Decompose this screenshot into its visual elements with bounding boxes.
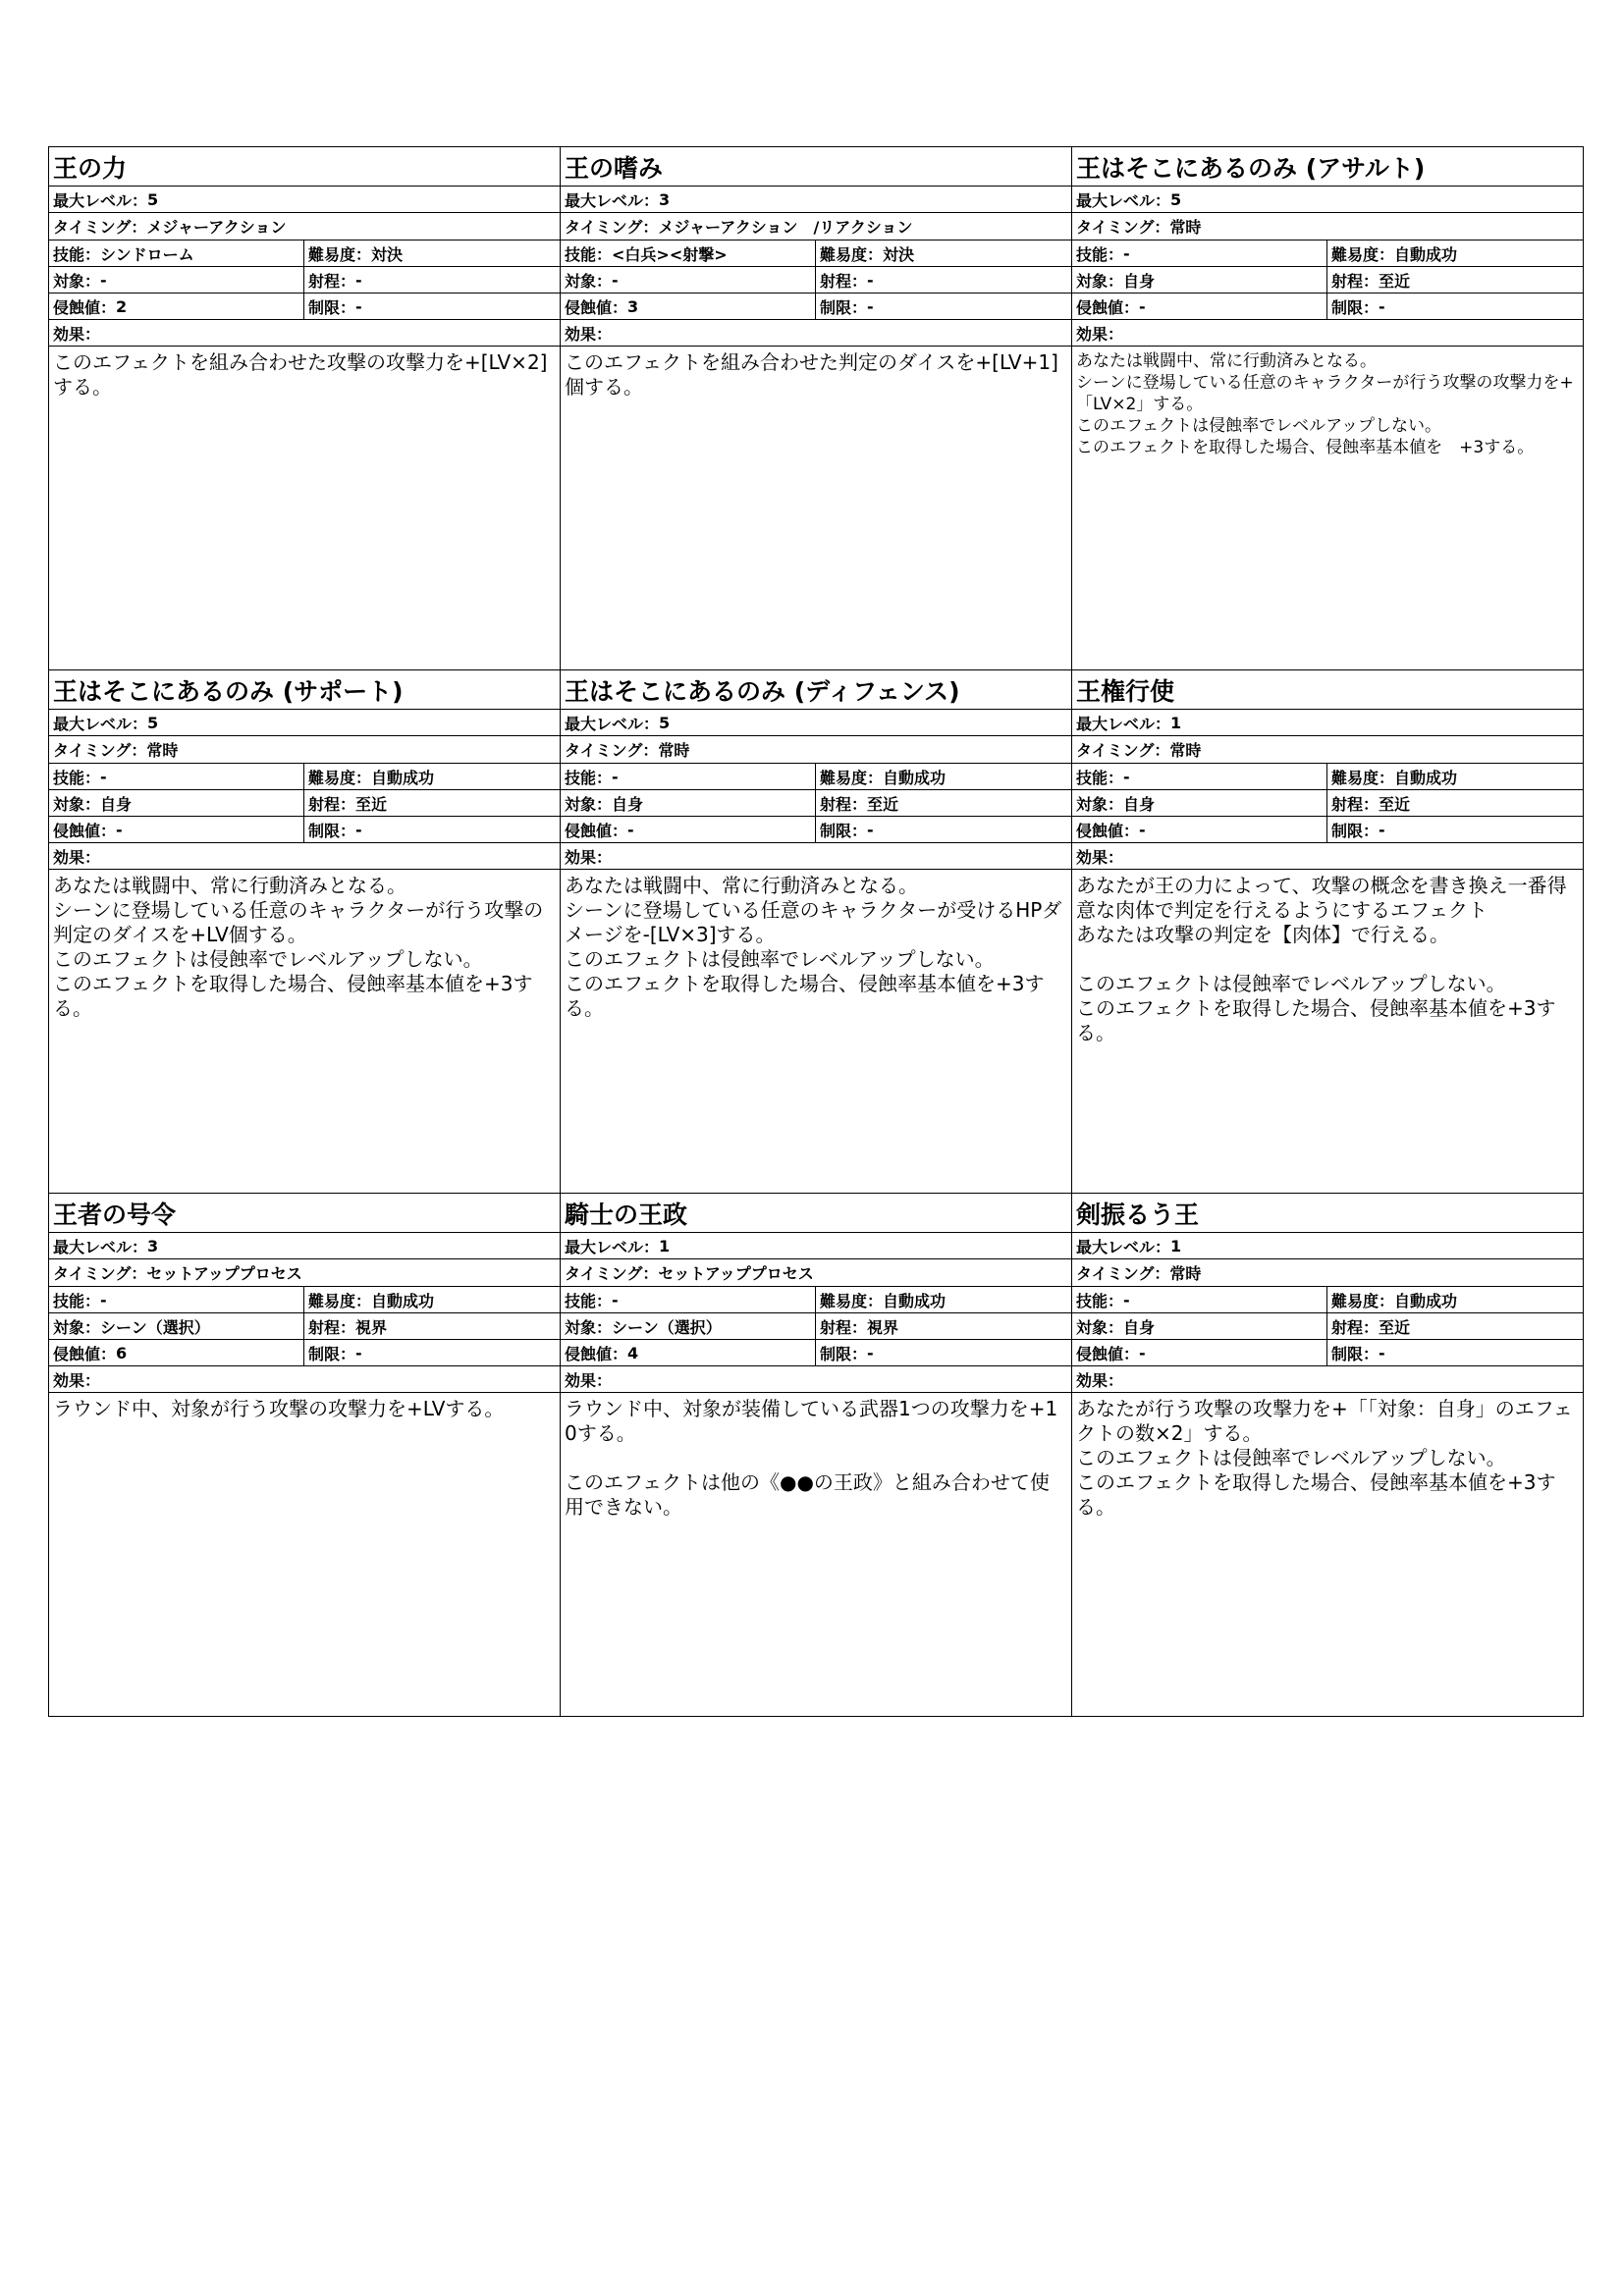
- skill-value: -: [1123, 243, 1130, 263]
- target-value: シーン（選択）: [100, 1317, 210, 1337]
- target-value: 自身: [612, 794, 644, 814]
- timing-label: タイミング：: [1076, 741, 1170, 760]
- max-level-label: 最大レベル：: [53, 1237, 148, 1256]
- timing-value: セットアッププロセス: [146, 1264, 302, 1283]
- target: [1072, 267, 1327, 293]
- difficulty-value: 自動成功: [371, 1291, 435, 1310]
- skill-label: 技能：: [1076, 768, 1124, 787]
- skill-label: 技能：: [565, 768, 613, 787]
- max-level: [561, 1233, 1071, 1258]
- limit: [1327, 294, 1583, 319]
- skill-row: [1072, 1287, 1583, 1313]
- skill-label: 技能：: [53, 244, 101, 264]
- range: [1327, 1313, 1583, 1339]
- timing-value: 常時: [1169, 741, 1202, 760]
- max-level-value: 5: [147, 189, 159, 209]
- max-level-value: 5: [1170, 189, 1182, 209]
- skill: [49, 1287, 304, 1312]
- timing-value: 常時: [146, 741, 179, 760]
- difficulty-label: 難易度：: [308, 768, 372, 787]
- limit-label: 制限：: [1331, 297, 1380, 317]
- erosion: [561, 294, 816, 319]
- target-row: [49, 790, 560, 817]
- timing: [1072, 736, 1583, 763]
- card-title: 王はそこにあるのみ (ディフェンス): [561, 670, 1071, 710]
- difficulty-label: 難易度：: [1331, 1291, 1395, 1310]
- difficulty-label: 難易度：: [820, 1291, 884, 1310]
- max-level-label: 最大レベル：: [565, 190, 660, 210]
- range-label: 射程：: [820, 271, 868, 291]
- skill-row: [561, 1287, 1071, 1313]
- range-label: 射程：: [1331, 794, 1380, 814]
- erosion-label: 侵蝕値：: [53, 297, 117, 317]
- erosion-value: 6: [116, 1343, 128, 1362]
- max-level: [561, 710, 1071, 735]
- erosion-row: [1072, 294, 1583, 320]
- difficulty-label: 難易度：: [820, 768, 884, 787]
- erosion-label: 侵蝕値：: [565, 297, 628, 317]
- skill-label: 技能：: [565, 1291, 613, 1310]
- skill-label: 技能：: [1076, 1291, 1124, 1310]
- timing-label: タイミング：: [1076, 1264, 1170, 1283]
- target-label: 対象：: [53, 271, 101, 291]
- skill-value: -: [1123, 767, 1130, 786]
- timing-value: 常時: [658, 741, 690, 760]
- timing: [49, 213, 560, 240]
- range-value: 至近: [867, 794, 899, 814]
- skill-label: 技能：: [1076, 244, 1124, 264]
- difficulty-value: 自動成功: [1394, 1291, 1458, 1310]
- effect-header: 効果：: [1072, 1366, 1583, 1393]
- max-level-label: 最大レベル：: [53, 190, 148, 210]
- erosion-row: [561, 1340, 1071, 1366]
- max-level-label: 最大レベル：: [1076, 190, 1171, 210]
- timing-label: タイミング：: [53, 741, 147, 760]
- erosion: [49, 294, 304, 319]
- target-value: -: [100, 270, 107, 290]
- effect-text: あなたは戦闘中、常に行動済みとなる。 シーンに登場している任意のキャラクターが行う攻撃の判定のダイスを+LV個する。 このエフェクトは侵蝕率でレベルアップしない。 このエフェクトを取得した場合、侵蝕率基本値を+3する。: [53, 874, 544, 1020]
- skill: [561, 240, 816, 266]
- range-label: 射程：: [308, 1317, 356, 1337]
- target-label: 対象：: [53, 794, 101, 814]
- timing: [1072, 1259, 1583, 1286]
- max-level-row: [1072, 187, 1583, 213]
- timing-label: タイミング：: [565, 1264, 659, 1283]
- target-row: [49, 1313, 560, 1340]
- difficulty-label: 難易度：: [1331, 244, 1395, 264]
- timing-row: [49, 213, 560, 240]
- target-label: 対象：: [1076, 271, 1124, 291]
- timing-value: メジャーアクション /リアクション: [658, 218, 913, 237]
- card-title: 王の嗜み: [561, 147, 1071, 187]
- difficulty: [816, 240, 1071, 266]
- difficulty-label: 難易度：: [1331, 768, 1395, 787]
- skill-value: -: [612, 767, 619, 786]
- card-title: 王の力: [49, 147, 560, 187]
- limit-label: 制限：: [308, 1344, 356, 1363]
- limit-label: 制限：: [820, 1344, 868, 1363]
- range: [304, 267, 560, 293]
- target-value: シーン（選択）: [612, 1317, 722, 1337]
- effect-header: 効果：: [561, 843, 1071, 870]
- erosion-row: [1072, 1340, 1583, 1366]
- difficulty: [304, 240, 560, 266]
- limit-label: 制限：: [1331, 821, 1380, 840]
- effect-header: 効果：: [1072, 320, 1583, 347]
- card-title: 王はそこにあるのみ (サポート): [49, 670, 560, 710]
- erosion-value: 3: [627, 296, 639, 316]
- max-level-row: [561, 187, 1071, 213]
- skill: [49, 240, 304, 266]
- target-row: [561, 1313, 1071, 1340]
- max-level-row: [561, 710, 1071, 736]
- limit: [304, 817, 560, 842]
- target: [561, 1313, 816, 1339]
- timing-value: 常時: [1169, 1264, 1202, 1283]
- erosion: [1072, 817, 1327, 842]
- limit-value: -: [355, 1343, 362, 1362]
- target-row: [561, 267, 1071, 294]
- range: [304, 790, 560, 816]
- target-value: -: [612, 270, 619, 290]
- max-level-value: 1: [1170, 1236, 1182, 1255]
- effect-header: 効果：: [49, 320, 560, 347]
- effect-card: [561, 1194, 1072, 1717]
- target-label: 対象：: [53, 1317, 101, 1337]
- target-row: [1072, 1313, 1583, 1340]
- skill-row: [1072, 240, 1583, 267]
- effect-text: ラウンド中、対象が行う攻撃の攻撃力を+LVする。: [53, 1397, 505, 1420]
- erosion-value: 4: [627, 1343, 639, 1362]
- effect-card: [1072, 1194, 1584, 1717]
- skill: [561, 1287, 816, 1312]
- difficulty-label: 難易度：: [308, 244, 372, 264]
- limit: [304, 294, 560, 319]
- max-level-label: 最大レベル：: [565, 1237, 660, 1256]
- limit-label: 制限：: [308, 821, 356, 840]
- skill-row: [561, 240, 1071, 267]
- effect-card-grid: [48, 146, 1584, 1717]
- timing: [561, 736, 1071, 763]
- range-value: 視界: [867, 1317, 899, 1337]
- target-label: 対象：: [565, 1317, 613, 1337]
- max-level: [561, 187, 1071, 212]
- erosion: [561, 1340, 816, 1365]
- effect-card: [1072, 147, 1584, 670]
- target-row: [1072, 790, 1583, 817]
- range-label: 射程：: [308, 271, 356, 291]
- timing: [561, 1259, 1071, 1286]
- max-level-value: 5: [147, 713, 159, 732]
- target: [49, 1313, 304, 1339]
- card-title: 騎士の王政: [561, 1194, 1071, 1233]
- target-label: 対象：: [1076, 1317, 1124, 1337]
- effect-text: あなたは戦闘中、常に行動済みとなる。 シーンに登場している任意のキャラクターが行う攻撃の攻撃力を+「LV×2」する。 このエフェクトは侵蝕率でレベルアップしない。 このエフェクトを取得した場合、侵蝕率基本値を +3する。: [1076, 351, 1574, 457]
- limit-value: -: [355, 296, 362, 316]
- limit-value: -: [1379, 820, 1385, 839]
- range-value: -: [867, 270, 874, 290]
- effect-header: 効果：: [561, 1366, 1071, 1393]
- range: [816, 790, 1071, 816]
- difficulty: [304, 1287, 560, 1312]
- target-value: 自身: [1123, 1317, 1156, 1337]
- max-level: [1072, 187, 1583, 212]
- erosion-value: -: [627, 820, 634, 839]
- limit: [1327, 1340, 1583, 1365]
- effect-header: 効果：: [1072, 843, 1583, 870]
- erosion-label: 侵蝕値：: [1076, 1344, 1140, 1363]
- difficulty: [1327, 1287, 1583, 1312]
- max-level-value: 1: [1170, 713, 1182, 732]
- max-level-value: 1: [659, 1236, 671, 1255]
- difficulty-value: 自動成功: [1394, 768, 1458, 787]
- erosion-row: [561, 294, 1071, 320]
- max-level-value: 5: [659, 713, 671, 732]
- effect-card: [49, 147, 561, 670]
- card-title: 王権行使: [1072, 670, 1583, 710]
- erosion-row: [49, 294, 560, 320]
- skill-label: 技能：: [53, 768, 101, 787]
- range-label: 射程：: [1331, 1317, 1380, 1337]
- range-label: 射程：: [308, 794, 356, 814]
- timing-label: タイミング：: [565, 218, 659, 237]
- limit-value: -: [867, 820, 874, 839]
- timing-value: メジャーアクション: [146, 218, 287, 237]
- skill: [561, 764, 816, 789]
- skill: [1072, 1287, 1327, 1312]
- skill-row: [49, 240, 560, 267]
- erosion-value: -: [1139, 1343, 1146, 1362]
- erosion: [1072, 294, 1327, 319]
- difficulty: [1327, 240, 1583, 266]
- card-title: 剣振るう王: [1072, 1194, 1583, 1233]
- difficulty-value: 対決: [883, 244, 915, 264]
- timing-row: [561, 736, 1071, 764]
- effect-text: このエフェクトを組み合わせた攻撃の攻撃力を+[LV×2]する。: [53, 350, 548, 399]
- max-level-row: [49, 187, 560, 213]
- timing: [49, 736, 560, 763]
- erosion-value: -: [1139, 296, 1146, 316]
- erosion-value: -: [116, 820, 123, 839]
- limit: [1327, 817, 1583, 842]
- max-level-label: 最大レベル：: [1076, 714, 1171, 733]
- target-value: 自身: [100, 794, 133, 814]
- difficulty-label: 難易度：: [820, 244, 884, 264]
- max-level-label: 最大レベル：: [565, 714, 660, 733]
- max-level: [49, 187, 560, 212]
- effect-card: [561, 147, 1072, 670]
- target: [1072, 790, 1327, 816]
- difficulty-value: 自動成功: [883, 768, 947, 787]
- max-level: [1072, 1233, 1583, 1258]
- effect-card: [1072, 670, 1584, 1194]
- difficulty-value: 自動成功: [1394, 244, 1458, 264]
- effect-card: [561, 670, 1072, 1194]
- target: [561, 267, 816, 293]
- max-level-row: [49, 1233, 560, 1259]
- erosion-label: 侵蝕値：: [565, 821, 628, 840]
- range-value: 至近: [1379, 1317, 1411, 1337]
- limit-label: 制限：: [308, 297, 356, 317]
- erosion-label: 侵蝕値：: [1076, 821, 1140, 840]
- range-label: 射程：: [820, 794, 868, 814]
- erosion-label: 侵蝕値：: [565, 1344, 628, 1363]
- effect-header: 効果：: [49, 1366, 560, 1393]
- range-value: 至近: [1379, 271, 1411, 291]
- range-value: -: [355, 270, 362, 290]
- range: [304, 1313, 560, 1339]
- difficulty-value: 自動成功: [371, 768, 435, 787]
- timing-value: セットアッププロセス: [658, 1264, 814, 1283]
- timing-label: タイミング：: [1076, 218, 1170, 237]
- skill-label: 技能：: [565, 244, 613, 264]
- range: [816, 1313, 1071, 1339]
- erosion: [561, 817, 816, 842]
- skill: [1072, 764, 1327, 789]
- skill-row: [1072, 764, 1583, 790]
- target-label: 対象：: [1076, 794, 1124, 814]
- timing-row: [1072, 736, 1583, 764]
- max-level-row: [1072, 1233, 1583, 1259]
- max-level-label: 最大レベル：: [53, 714, 148, 733]
- skill-value: -: [1123, 1290, 1130, 1309]
- erosion-value: 2: [116, 296, 128, 316]
- erosion-row: [1072, 817, 1583, 843]
- target-value: 自身: [1123, 271, 1156, 291]
- difficulty: [304, 764, 560, 789]
- card-title: 王はそこにあるのみ (アサルト): [1072, 147, 1583, 187]
- limit-value: -: [1379, 296, 1385, 316]
- effect-card: [49, 1194, 561, 1717]
- limit: [816, 817, 1071, 842]
- target: [49, 267, 304, 293]
- erosion: [1072, 1340, 1327, 1365]
- effect-text: あなたが行う攻撃の攻撃力を+「「対象：自身」のエフェクトの数×2」する。 このエフェクトは侵蝕率でレベルアップしない。 このエフェクトを取得した場合、侵蝕率基本値を+3する。: [1076, 1397, 1573, 1519]
- skill-value: -: [100, 767, 107, 786]
- effect-text: ラウンド中、対象が装備している武器1つの攻撃力を+10する。 このエフェクトは他の《●●の王政》と組み合わせて使用できない。: [565, 1397, 1058, 1519]
- max-level-row: [561, 1233, 1071, 1259]
- difficulty-value: 自動成功: [883, 1291, 947, 1310]
- range: [1327, 267, 1583, 293]
- max-level-row: [49, 710, 560, 736]
- range: [816, 267, 1071, 293]
- limit: [816, 294, 1071, 319]
- limit-value: -: [867, 1343, 874, 1362]
- erosion-label: 侵蝕値：: [53, 1344, 117, 1363]
- limit: [304, 1340, 560, 1365]
- effect-text: あなたは戦闘中、常に行動済みとなる。 シーンに登場している任意のキャラクターが受けるHPダメージを-[LV×3]する。 このエフェクトは侵蝕率でレベルアップしない。 このエフェクトを取得した場合、侵蝕率基本値を+3する。: [565, 874, 1062, 1020]
- limit-value: -: [867, 296, 874, 316]
- skill: [49, 764, 304, 789]
- max-level: [49, 1233, 560, 1258]
- timing-row: [49, 1259, 560, 1287]
- target-row: [49, 267, 560, 294]
- erosion-row: [561, 817, 1071, 843]
- limit-label: 制限：: [820, 821, 868, 840]
- effect-text: あなたが王の力によって、攻撃の概念を書き換え一番得意な肉体で判定を行えるようにするエフェクト あなたは攻撃の判定を【肉体】で行える。 このエフェクトは侵蝕率でレベルアップしない。 このエフェクトを取得した場合、侵蝕率基本値を+3する。: [1076, 874, 1567, 1044]
- target: [49, 790, 304, 816]
- difficulty: [816, 1287, 1071, 1312]
- target-value: 自身: [1123, 794, 1156, 814]
- max-level: [1072, 710, 1583, 735]
- target: [1072, 1313, 1327, 1339]
- timing-value: 常時: [1169, 218, 1202, 237]
- skill-label: 技能：: [53, 1291, 101, 1310]
- range-value: 視界: [355, 1317, 388, 1337]
- erosion: [49, 1340, 304, 1365]
- timing-label: タイミング：: [53, 1264, 147, 1283]
- skill-row: [49, 764, 560, 790]
- max-level: [49, 710, 560, 735]
- target-label: 対象：: [565, 794, 613, 814]
- erosion-label: 侵蝕値：: [1076, 297, 1140, 317]
- max-level-row: [1072, 710, 1583, 736]
- limit-value: -: [355, 820, 362, 839]
- target: [561, 790, 816, 816]
- erosion: [49, 817, 304, 842]
- difficulty: [816, 764, 1071, 789]
- timing-label: タイミング：: [53, 218, 147, 237]
- erosion-label: 侵蝕値：: [53, 821, 117, 840]
- timing-label: タイミング：: [565, 741, 659, 760]
- skill-value: -: [612, 1290, 619, 1309]
- range-label: 射程：: [1331, 271, 1380, 291]
- target-row: [1072, 267, 1583, 294]
- effect-text: このエフェクトを組み合わせた判定のダイスを+[LV+1]個する。: [565, 350, 1058, 399]
- range: [1327, 790, 1583, 816]
- timing: [1072, 213, 1583, 240]
- skill-row: [49, 1287, 560, 1313]
- limit-label: 制限：: [1331, 1344, 1380, 1363]
- max-level-value: 3: [659, 189, 671, 209]
- skill-value: シンドローム: [100, 244, 194, 264]
- max-level-label: 最大レベル：: [1076, 1237, 1171, 1256]
- difficulty: [1327, 764, 1583, 789]
- difficulty-value: 対決: [371, 244, 404, 264]
- skill-value: -: [100, 1290, 107, 1309]
- range-value: 至近: [355, 794, 388, 814]
- limit-value: -: [1379, 1343, 1385, 1362]
- skill: [1072, 240, 1327, 266]
- timing: [561, 213, 1071, 240]
- timing-row: [561, 213, 1071, 240]
- range-value: 至近: [1379, 794, 1411, 814]
- erosion-row: [49, 817, 560, 843]
- card-title: 王者の号令: [49, 1194, 560, 1233]
- timing-row: [561, 1259, 1071, 1287]
- difficulty-label: 難易度：: [308, 1291, 372, 1310]
- max-level-value: 3: [147, 1236, 159, 1255]
- timing: [49, 1259, 560, 1286]
- limit-label: 制限：: [820, 297, 868, 317]
- erosion-row: [49, 1340, 560, 1366]
- limit: [816, 1340, 1071, 1365]
- erosion-value: -: [1139, 820, 1146, 839]
- effect-header: 効果：: [49, 843, 560, 870]
- effect-card: [49, 670, 561, 1194]
- skill-value: <白兵><射撃>: [612, 244, 728, 264]
- timing-row: [1072, 213, 1583, 240]
- timing-row: [49, 736, 560, 764]
- effect-header: 効果：: [561, 320, 1071, 347]
- target-label: 対象：: [565, 271, 613, 291]
- range-label: 射程：: [820, 1317, 868, 1337]
- timing-row: [1072, 1259, 1583, 1287]
- target-row: [561, 790, 1071, 817]
- skill-row: [561, 764, 1071, 790]
